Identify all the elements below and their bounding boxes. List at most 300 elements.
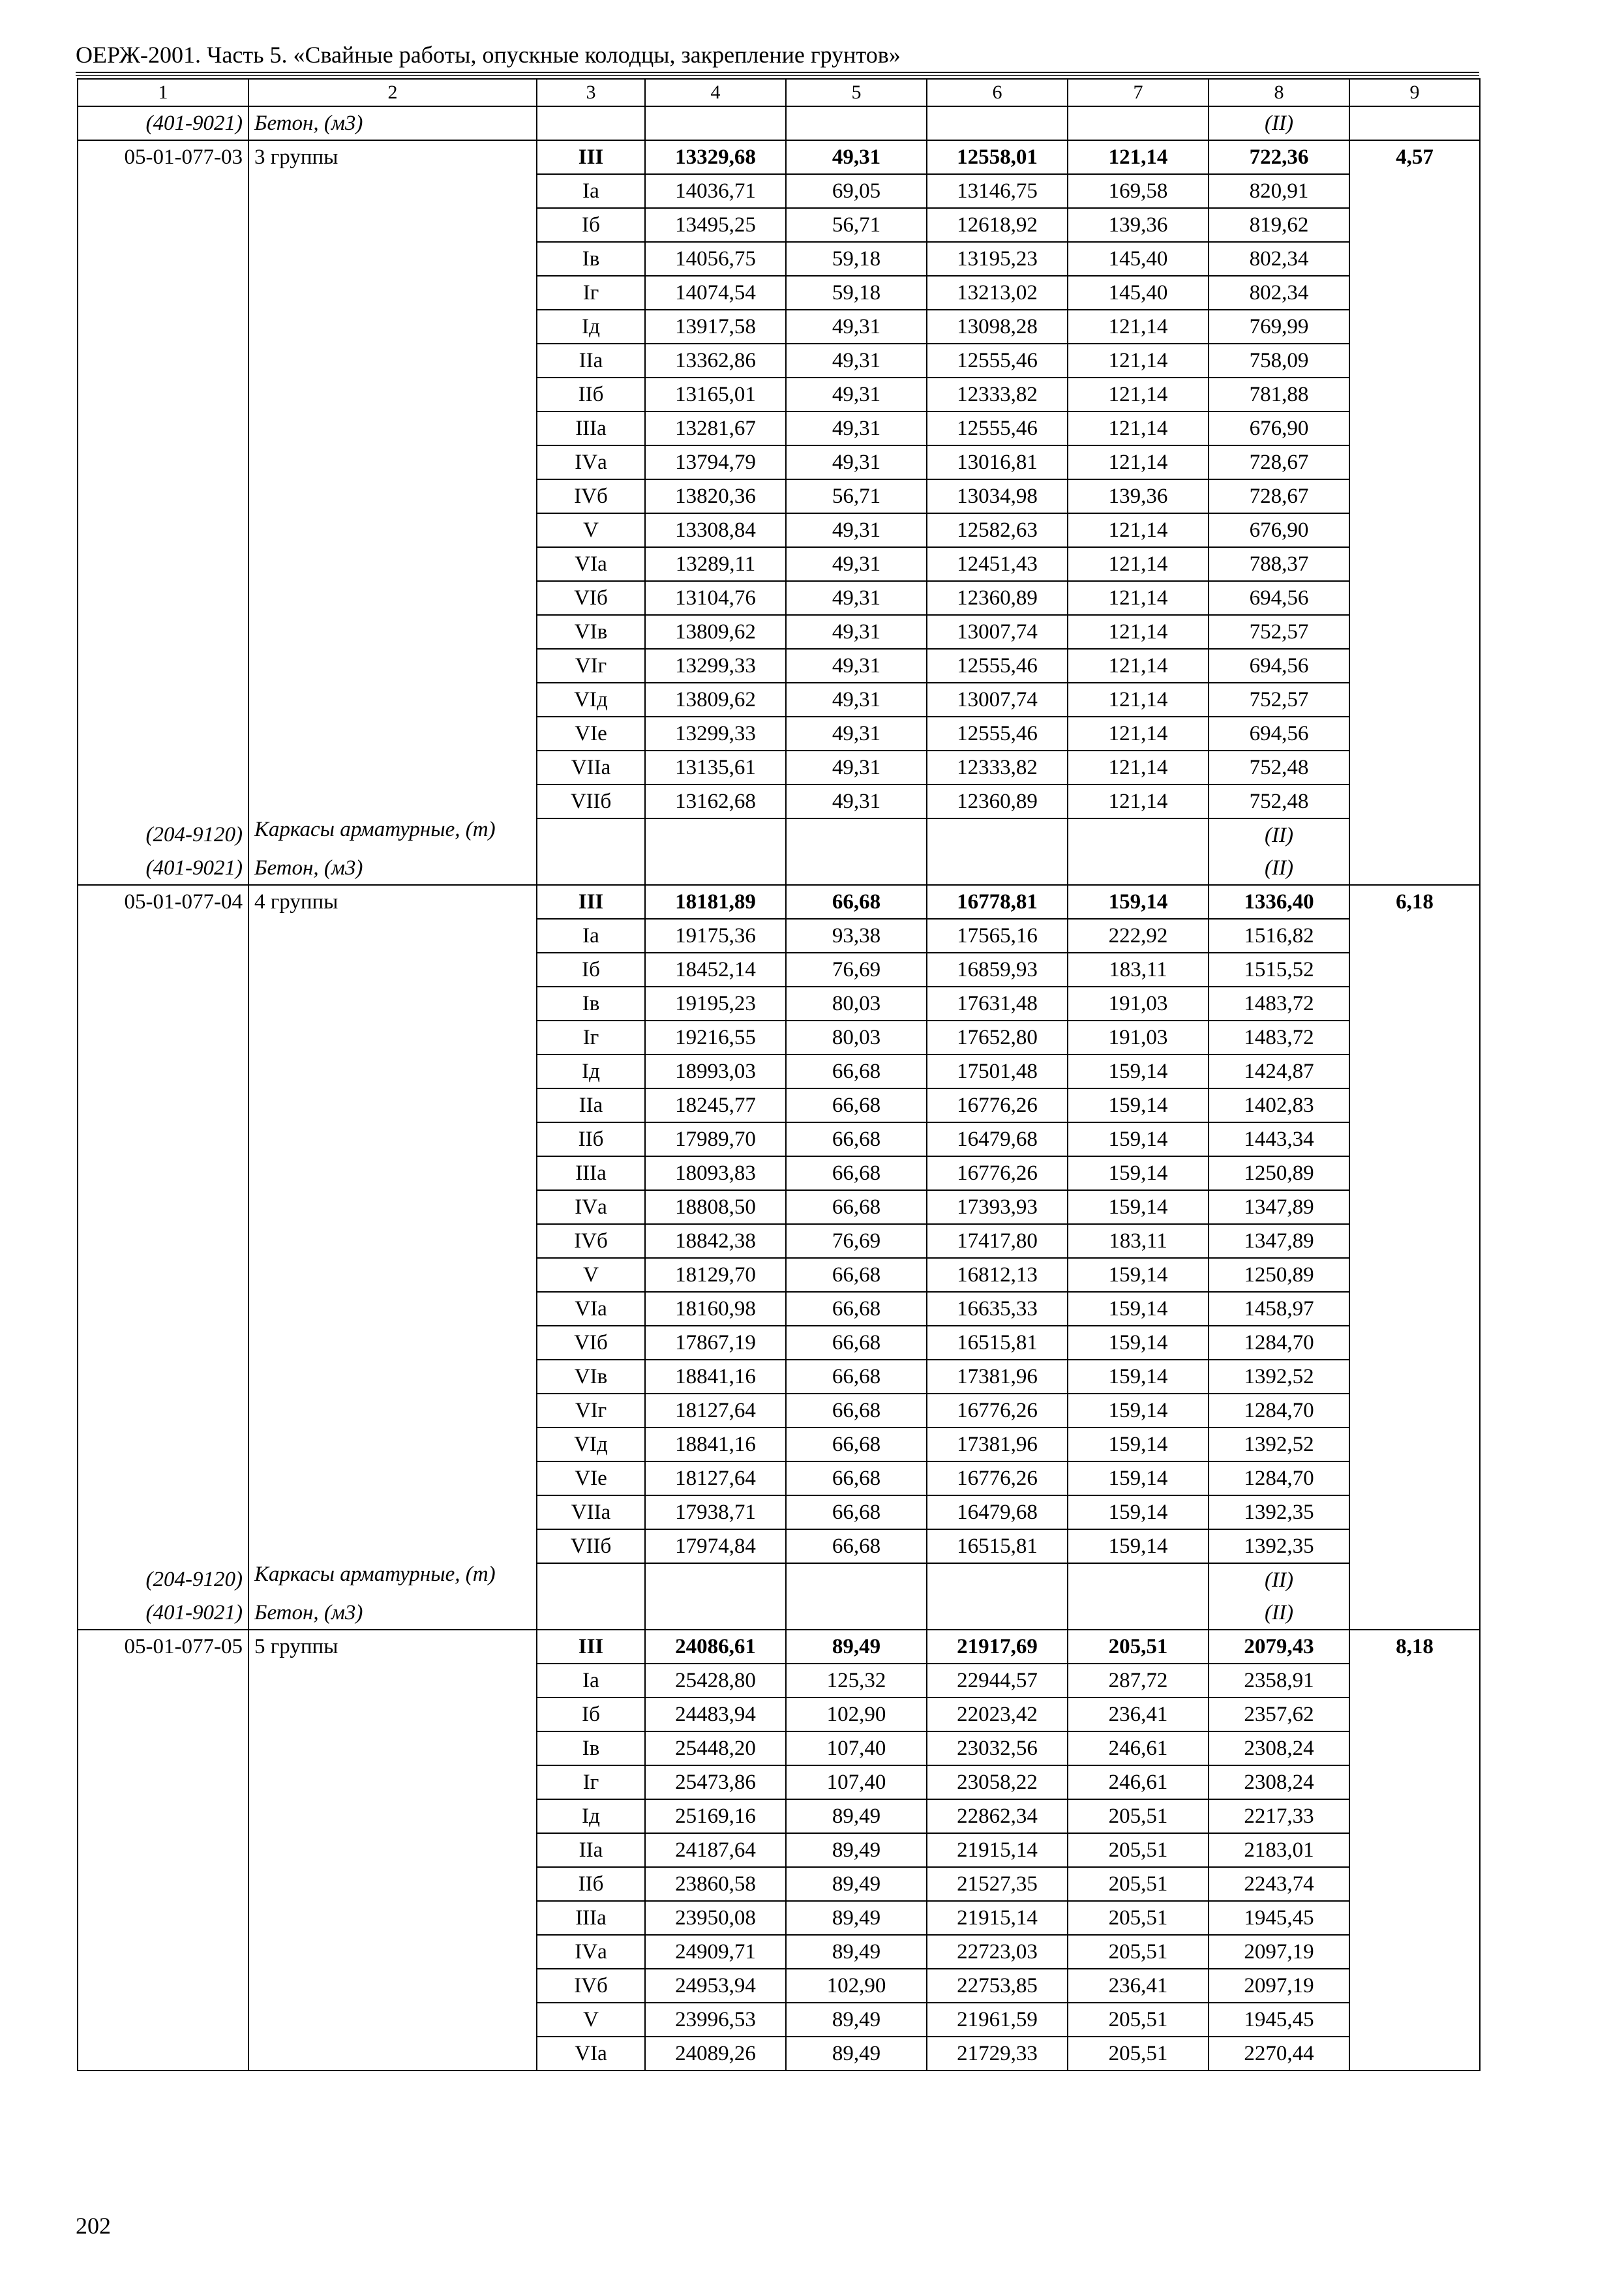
- driver-wage-cell: 205,51: [1068, 1630, 1209, 1664]
- rate-code: [78, 445, 248, 479]
- total-cost-cell: 18129,70: [645, 1258, 786, 1292]
- machines-cell: 13098,28: [927, 310, 1068, 344]
- machines-cell: 12360,89: [927, 581, 1068, 615]
- labor-cell: [1349, 1224, 1480, 1258]
- wage-cell: 49,31: [786, 547, 927, 581]
- resource-code: (204-9120): [78, 818, 248, 852]
- empty-cell: [645, 852, 786, 885]
- region-cell: IVа: [537, 1190, 645, 1224]
- labor-cell: [1349, 445, 1480, 479]
- rate-name: [248, 1428, 537, 1461]
- driver-wage-cell: 205,51: [1068, 1799, 1209, 1833]
- empty-cell: [537, 818, 645, 852]
- driver-wage-cell: 222,92: [1068, 919, 1209, 953]
- wage-cell: 49,31: [786, 581, 927, 615]
- total-cost-cell: 18127,64: [645, 1394, 786, 1428]
- wage-cell: 66,68: [786, 885, 927, 919]
- resource-note: (II): [1209, 818, 1349, 852]
- driver-wage-cell: 159,14: [1068, 1088, 1209, 1122]
- table-row: [78, 785, 1480, 818]
- region-cell: V: [537, 2003, 645, 2037]
- rate-name: [248, 445, 537, 479]
- machines-cell: 21729,33: [927, 2037, 1068, 2071]
- labor-cell: [1349, 1765, 1480, 1799]
- materials-cell: 819,62: [1209, 208, 1349, 242]
- labor-cell: [1349, 953, 1480, 987]
- labor-cell: [1349, 1799, 1480, 1833]
- labor-cell: [1349, 547, 1480, 581]
- empty-cell: [645, 1563, 786, 1596]
- region-cell: VIIа: [537, 751, 645, 785]
- rate-name: [248, 1698, 537, 1731]
- labor-cell: [1349, 1156, 1480, 1190]
- driver-wage-cell: 121,14: [1068, 717, 1209, 751]
- rate-name: 4 группы: [248, 885, 537, 919]
- resource-name: Бетон, (м3): [248, 852, 537, 885]
- region-cell: IIIа: [537, 1156, 645, 1190]
- rate-name: [248, 1156, 537, 1190]
- total-cost-cell: 13917,58: [645, 310, 786, 344]
- empty-cell: [1349, 818, 1480, 852]
- table-row: [78, 1833, 1480, 1867]
- labor-cell: [1349, 242, 1480, 276]
- table-row: [78, 987, 1480, 1021]
- empty-cell: [1068, 852, 1209, 885]
- materials-cell: 1483,72: [1209, 1021, 1349, 1055]
- wage-cell: 76,69: [786, 953, 927, 987]
- materials-cell: 676,90: [1209, 411, 1349, 445]
- labor-cell: [1349, 513, 1480, 547]
- rate-name: [248, 411, 537, 445]
- labor-cell: [1349, 1901, 1480, 1935]
- machines-cell: 17652,80: [927, 1021, 1068, 1055]
- rate-code: 05-01-077-04: [78, 885, 248, 919]
- total-cost-cell: 25448,20: [645, 1731, 786, 1765]
- table-row: [78, 1731, 1480, 1765]
- wage-cell: 125,32: [786, 1664, 927, 1698]
- wage-cell: 66,68: [786, 1360, 927, 1394]
- page-number: 202: [76, 2213, 111, 2239]
- materials-cell: 820,91: [1209, 174, 1349, 208]
- total-cost-cell: 17867,19: [645, 1326, 786, 1360]
- wage-cell: 66,68: [786, 1122, 927, 1156]
- total-cost-cell: 13362,86: [645, 344, 786, 378]
- rate-code: [78, 1258, 248, 1292]
- driver-wage-cell: 159,14: [1068, 1258, 1209, 1292]
- driver-wage-cell: 191,03: [1068, 1021, 1209, 1055]
- region-cell: VIд: [537, 1428, 645, 1461]
- wage-cell: 102,90: [786, 1698, 927, 1731]
- materials-cell: 2308,24: [1209, 1731, 1349, 1765]
- total-cost-cell: 24187,64: [645, 1833, 786, 1867]
- table-row: [78, 919, 1480, 953]
- empty-cell: [1349, 106, 1480, 140]
- total-cost-cell: 18808,50: [645, 1190, 786, 1224]
- rate-code: [78, 1360, 248, 1394]
- table-row: [78, 411, 1480, 445]
- machines-cell: 21917,69: [927, 1630, 1068, 1664]
- rate-code: [78, 1428, 248, 1461]
- wage-cell: 66,68: [786, 1326, 927, 1360]
- driver-wage-cell: 139,36: [1068, 479, 1209, 513]
- labor-cell: [1349, 785, 1480, 818]
- rate-code: [78, 1088, 248, 1122]
- total-cost-cell: 19195,23: [645, 987, 786, 1021]
- materials-cell: 2358,91: [1209, 1664, 1349, 1698]
- materials-cell: 694,56: [1209, 649, 1349, 683]
- materials-cell: 694,56: [1209, 717, 1349, 751]
- machines-cell: 22723,03: [927, 1935, 1068, 1969]
- materials-cell: 1458,97: [1209, 1292, 1349, 1326]
- labor-cell: [1349, 174, 1480, 208]
- rate-name: [248, 649, 537, 683]
- region-cell: IIб: [537, 1867, 645, 1901]
- labor-cell: [1349, 1867, 1480, 1901]
- materials-cell: 2270,44: [1209, 2037, 1349, 2071]
- column-number: 8: [1209, 79, 1349, 106]
- materials-cell: 2097,19: [1209, 1969, 1349, 2003]
- labor-cell: [1349, 411, 1480, 445]
- region-cell: IIIа: [537, 411, 645, 445]
- wage-cell: 89,49: [786, 1630, 927, 1664]
- table-row: [78, 1461, 1480, 1495]
- table-row: [78, 140, 1480, 174]
- machines-cell: 13007,74: [927, 615, 1068, 649]
- machines-cell: 21527,35: [927, 1867, 1068, 1901]
- resource-name: Бетон, (м3): [248, 1596, 537, 1630]
- rate-name: [248, 717, 537, 751]
- empty-cell: [786, 1596, 927, 1630]
- total-cost-cell: 18127,64: [645, 1461, 786, 1495]
- table-row: [78, 581, 1480, 615]
- rate-code: [78, 1867, 248, 1901]
- materials-cell: 1945,45: [1209, 2003, 1349, 2037]
- rate-name: [248, 1360, 537, 1394]
- rate-code: [78, 683, 248, 717]
- table-row: [78, 1495, 1480, 1529]
- rate-code: [78, 378, 248, 411]
- table-row: [78, 615, 1480, 649]
- machines-cell: 17381,96: [927, 1428, 1068, 1461]
- wage-cell: 89,49: [786, 1901, 927, 1935]
- machines-cell: 13016,81: [927, 445, 1068, 479]
- column-number: 6: [927, 79, 1068, 106]
- labor-cell: [1349, 1258, 1480, 1292]
- rate-code: [78, 1765, 248, 1799]
- wage-cell: 107,40: [786, 1765, 927, 1799]
- region-cell: Iв: [537, 987, 645, 1021]
- labor-cell: [1349, 1495, 1480, 1529]
- driver-wage-cell: 121,14: [1068, 310, 1209, 344]
- total-cost-cell: 25169,16: [645, 1799, 786, 1833]
- materials-cell: 1392,52: [1209, 1428, 1349, 1461]
- labor-cell: [1349, 987, 1480, 1021]
- labor-cell: [1349, 1461, 1480, 1495]
- rate-name: [248, 1258, 537, 1292]
- region-cell: Iд: [537, 310, 645, 344]
- materials-cell: 1284,70: [1209, 1461, 1349, 1495]
- rate-name: [248, 1731, 537, 1765]
- header-rule-thin: [76, 75, 1479, 76]
- materials-cell: 1336,40: [1209, 885, 1349, 919]
- driver-wage-cell: 205,51: [1068, 1901, 1209, 1935]
- machines-cell: 22753,85: [927, 1969, 1068, 2003]
- rate-code: [78, 479, 248, 513]
- driver-wage-cell: 159,14: [1068, 1156, 1209, 1190]
- empty-cell: [927, 106, 1068, 140]
- driver-wage-cell: 159,14: [1068, 1190, 1209, 1224]
- wage-cell: 59,18: [786, 242, 927, 276]
- region-cell: IVб: [537, 1969, 645, 2003]
- empty-cell: [537, 852, 645, 885]
- rate-name: [248, 1292, 537, 1326]
- materials-cell: 1250,89: [1209, 1156, 1349, 1190]
- resource-code: (204-9120): [78, 1563, 248, 1596]
- rate-code: [78, 919, 248, 953]
- empty-cell: [927, 852, 1068, 885]
- table-row: [78, 1394, 1480, 1428]
- wage-cell: 89,49: [786, 1799, 927, 1833]
- total-cost-cell: 14074,54: [645, 276, 786, 310]
- rate-code: [78, 1461, 248, 1495]
- materials-cell: 2183,01: [1209, 1833, 1349, 1867]
- region-cell: IIа: [537, 344, 645, 378]
- materials-cell: 1392,35: [1209, 1529, 1349, 1563]
- total-cost-cell: 17974,84: [645, 1529, 786, 1563]
- rate-name: [248, 2003, 537, 2037]
- wage-cell: 66,68: [786, 1088, 927, 1122]
- driver-wage-cell: 287,72: [1068, 1664, 1209, 1698]
- resource-note: (II): [1209, 1563, 1349, 1596]
- materials-cell: 2079,43: [1209, 1630, 1349, 1664]
- rate-name: [248, 174, 537, 208]
- rate-name: 3 группы: [248, 140, 537, 174]
- rate-code: [78, 785, 248, 818]
- rate-name: [248, 1969, 537, 2003]
- rate-code: 05-01-077-05: [78, 1630, 248, 1664]
- labor-cell: [1349, 1935, 1480, 1969]
- region-cell: III: [537, 140, 645, 174]
- empty-cell: [1349, 1563, 1480, 1596]
- total-cost-cell: 18842,38: [645, 1224, 786, 1258]
- driver-wage-cell: 246,61: [1068, 1731, 1209, 1765]
- wage-cell: 66,68: [786, 1156, 927, 1190]
- empty-cell: [645, 1596, 786, 1630]
- table-row: [78, 1935, 1480, 1969]
- rate-code: [78, 581, 248, 615]
- rate-name: [248, 1495, 537, 1529]
- labor-cell: [1349, 276, 1480, 310]
- total-cost-cell: 24483,94: [645, 1698, 786, 1731]
- materials-cell: 752,57: [1209, 615, 1349, 649]
- machines-cell: 21915,14: [927, 1833, 1068, 1867]
- resource-code: (401-9021): [78, 106, 248, 140]
- machines-cell: 16812,13: [927, 1258, 1068, 1292]
- wage-cell: 66,68: [786, 1394, 927, 1428]
- wage-cell: 66,68: [786, 1461, 927, 1495]
- total-cost-cell: 25428,80: [645, 1664, 786, 1698]
- total-cost-cell: 18841,16: [645, 1360, 786, 1394]
- driver-wage-cell: 236,41: [1068, 1969, 1209, 2003]
- total-cost-cell: 13135,61: [645, 751, 786, 785]
- total-cost-cell: 18452,14: [645, 953, 786, 987]
- region-cell: Iг: [537, 1021, 645, 1055]
- empty-cell: [645, 106, 786, 140]
- driver-wage-cell: 191,03: [1068, 987, 1209, 1021]
- rate-name: [248, 683, 537, 717]
- wage-cell: 49,31: [786, 378, 927, 411]
- materials-cell: 728,67: [1209, 479, 1349, 513]
- labor-cell: [1349, 2037, 1480, 2071]
- table-row: [78, 1021, 1480, 1055]
- machines-cell: 12333,82: [927, 378, 1068, 411]
- region-cell: VIIб: [537, 785, 645, 818]
- materials-cell: 722,36: [1209, 140, 1349, 174]
- region-cell: VIв: [537, 1360, 645, 1394]
- resource-row: [78, 818, 1480, 852]
- rate-name: [248, 751, 537, 785]
- table-row: [78, 1664, 1480, 1698]
- labor-cell: [1349, 2003, 1480, 2037]
- region-cell: VIг: [537, 649, 645, 683]
- total-cost-cell: 18093,83: [645, 1156, 786, 1190]
- table-row: [78, 1765, 1480, 1799]
- table-row: [78, 1799, 1480, 1833]
- column-number: 9: [1349, 79, 1480, 106]
- wage-cell: 89,49: [786, 2037, 927, 2071]
- total-cost-cell: 24909,71: [645, 1935, 786, 1969]
- driver-wage-cell: 121,14: [1068, 547, 1209, 581]
- column-number: 4: [645, 79, 786, 106]
- total-cost-cell: 19216,55: [645, 1021, 786, 1055]
- driver-wage-cell: 159,14: [1068, 1529, 1209, 1563]
- total-cost-cell: 13299,33: [645, 717, 786, 751]
- wage-cell: 66,68: [786, 1428, 927, 1461]
- machines-cell: 12618,92: [927, 208, 1068, 242]
- table-row: [78, 1088, 1480, 1122]
- wage-cell: 69,05: [786, 174, 927, 208]
- rate-name: [248, 547, 537, 581]
- driver-wage-cell: 159,14: [1068, 1055, 1209, 1088]
- wage-cell: 89,49: [786, 1833, 927, 1867]
- labor-cell: [1349, 479, 1480, 513]
- machines-cell: 16859,93: [927, 953, 1068, 987]
- rate-code: [78, 953, 248, 987]
- table-row: [78, 310, 1480, 344]
- machines-cell: 16778,81: [927, 885, 1068, 919]
- machines-cell: 12451,43: [927, 547, 1068, 581]
- wage-cell: 49,31: [786, 310, 927, 344]
- rate-code: [78, 1698, 248, 1731]
- machines-cell: 12555,46: [927, 344, 1068, 378]
- machines-cell: 12558,01: [927, 140, 1068, 174]
- region-cell: VIа: [537, 547, 645, 581]
- column-number: 2: [248, 79, 537, 106]
- table-row: [78, 479, 1480, 513]
- rate-code: [78, 1901, 248, 1935]
- labor-cell: 8,18: [1349, 1630, 1480, 1664]
- table-row: [78, 1428, 1480, 1461]
- materials-cell: 2097,19: [1209, 1935, 1349, 1969]
- region-cell: VIIа: [537, 1495, 645, 1529]
- total-cost-cell: 13809,62: [645, 615, 786, 649]
- table-row: [78, 1190, 1480, 1224]
- rate-code: [78, 208, 248, 242]
- labor-cell: [1349, 1122, 1480, 1156]
- rate-name: [248, 1021, 537, 1055]
- materials-cell: 752,48: [1209, 785, 1349, 818]
- total-cost-cell: 13809,62: [645, 683, 786, 717]
- wage-cell: 49,31: [786, 649, 927, 683]
- total-cost-cell: 13281,67: [645, 411, 786, 445]
- machines-cell: 16515,81: [927, 1326, 1068, 1360]
- machines-cell: 13007,74: [927, 683, 1068, 717]
- rate-name: [248, 479, 537, 513]
- region-cell: IVа: [537, 1935, 645, 1969]
- materials-cell: 1392,52: [1209, 1360, 1349, 1394]
- table-row: [78, 1901, 1480, 1935]
- region-cell: VIIб: [537, 1529, 645, 1563]
- table-row: [78, 344, 1480, 378]
- labor-cell: [1349, 615, 1480, 649]
- rate-name: [248, 953, 537, 987]
- wage-cell: 49,31: [786, 411, 927, 445]
- machines-cell: 13195,23: [927, 242, 1068, 276]
- rate-code: [78, 987, 248, 1021]
- resource-code: (401-9021): [78, 852, 248, 885]
- wage-cell: 66,68: [786, 1529, 927, 1563]
- empty-cell: [1068, 106, 1209, 140]
- empty-cell: [786, 852, 927, 885]
- materials-cell: 1347,89: [1209, 1224, 1349, 1258]
- resource-row: [78, 1596, 1480, 1630]
- resource-name: Каркасы арматурные, (т): [248, 1563, 537, 1596]
- driver-wage-cell: 145,40: [1068, 276, 1209, 310]
- rate-name: [248, 1664, 537, 1698]
- rate-code: [78, 1292, 248, 1326]
- total-cost-cell: 14036,71: [645, 174, 786, 208]
- materials-cell: 1483,72: [1209, 987, 1349, 1021]
- total-cost-cell: 19175,36: [645, 919, 786, 953]
- materials-cell: 1392,35: [1209, 1495, 1349, 1529]
- materials-cell: 781,88: [1209, 378, 1349, 411]
- machines-cell: 17417,80: [927, 1224, 1068, 1258]
- rate-code: [78, 1935, 248, 1969]
- total-cost-cell: 25473,86: [645, 1765, 786, 1799]
- region-cell: IVа: [537, 445, 645, 479]
- rate-code: [78, 1529, 248, 1563]
- region-cell: IIа: [537, 1833, 645, 1867]
- machines-cell: 16635,33: [927, 1292, 1068, 1326]
- rate-name: [248, 1529, 537, 1563]
- machines-cell: 16515,81: [927, 1529, 1068, 1563]
- wage-cell: 93,38: [786, 919, 927, 953]
- rate-code: [78, 1799, 248, 1833]
- column-number: 1: [78, 79, 248, 106]
- total-cost-cell: 18993,03: [645, 1055, 786, 1088]
- driver-wage-cell: 159,14: [1068, 885, 1209, 919]
- region-cell: VIб: [537, 581, 645, 615]
- empty-cell: [927, 818, 1068, 852]
- machines-cell: 13034,98: [927, 479, 1068, 513]
- table-row: [78, 1529, 1480, 1563]
- rate-name: [248, 513, 537, 547]
- driver-wage-cell: 121,14: [1068, 683, 1209, 717]
- rate-name: [248, 2037, 537, 2071]
- labor-cell: [1349, 717, 1480, 751]
- materials-cell: 1424,87: [1209, 1055, 1349, 1088]
- region-cell: VIе: [537, 1461, 645, 1495]
